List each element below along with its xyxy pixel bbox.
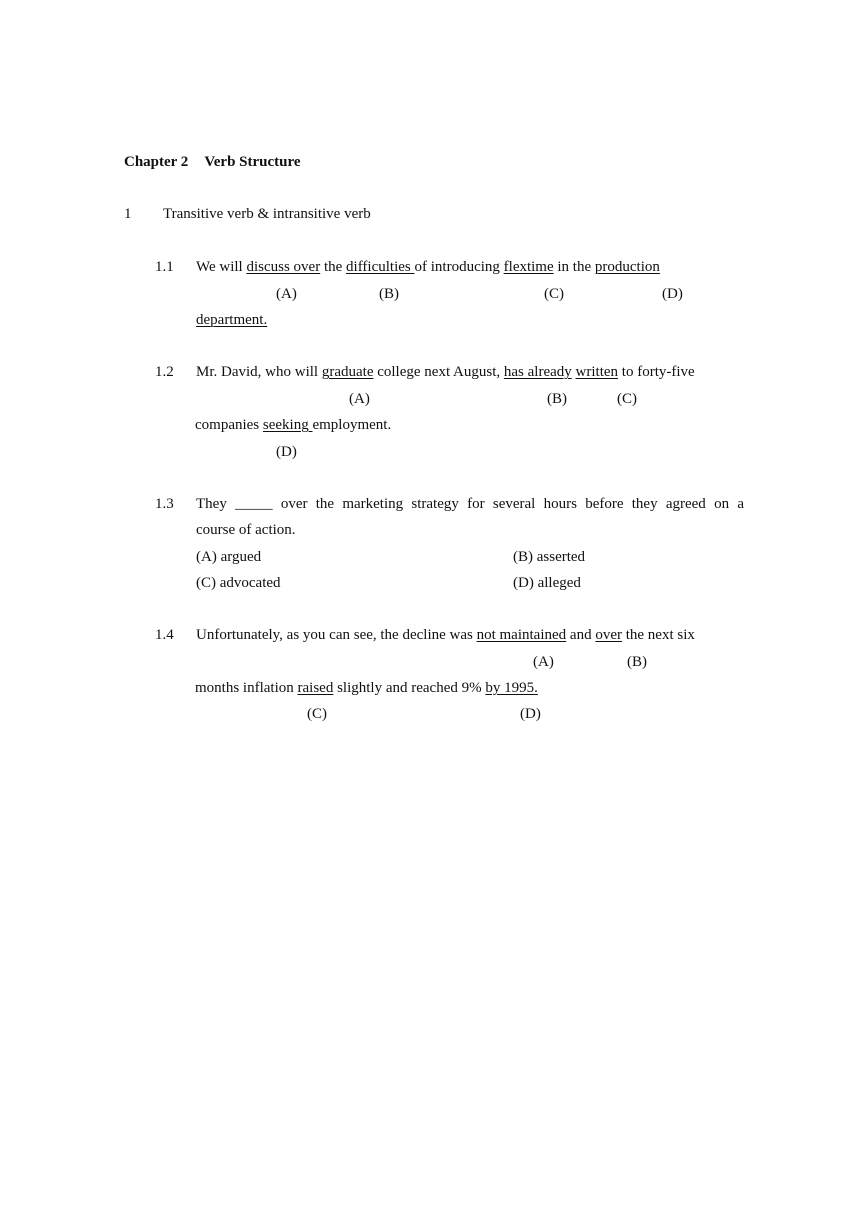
underlined-option: by 1995.	[485, 680, 538, 696]
word: for	[467, 496, 485, 512]
word: agreed	[665, 496, 706, 512]
question-number: 1.4	[155, 627, 174, 643]
question-number: 1.3	[155, 496, 174, 512]
text-segment: Unfortunately, as you can see, the decline was	[196, 627, 477, 643]
word: on	[714, 496, 730, 512]
text-segment: companies	[195, 417, 263, 433]
underlined-option: has already	[503, 364, 572, 380]
underlined-option: over	[595, 627, 622, 643]
underlined-option: seeking	[262, 417, 313, 433]
word: strategy	[411, 496, 459, 512]
underlined-option: difficulties	[346, 259, 415, 275]
word: before	[585, 496, 624, 512]
question-text-line	[196, 363, 695, 381]
text-segment: the next six	[621, 627, 695, 643]
chapter-label: Chapter 2	[124, 154, 189, 170]
option-label: (A)	[533, 654, 554, 670]
section-number: 1	[124, 206, 132, 222]
question-text-line	[196, 626, 695, 644]
section-title: Transitive verb & intransitive verb	[163, 206, 371, 222]
question-number: 1.2	[155, 364, 174, 380]
word: several	[492, 496, 536, 512]
underlined-option: written	[575, 364, 619, 380]
option-label: (A)	[276, 286, 297, 302]
option-choice: (A) argued	[196, 549, 262, 565]
text-segment: months inflation	[195, 680, 298, 696]
option-label: (B)	[627, 654, 647, 670]
text-segment: the	[320, 259, 347, 275]
option-label: (A)	[349, 391, 370, 407]
word: they	[631, 496, 658, 512]
underlined-option: department.	[196, 312, 268, 328]
answer-blank: _____	[235, 496, 273, 512]
option-label: (D)	[276, 444, 297, 460]
question-text-line	[196, 258, 660, 276]
underlined-option: discuss over	[246, 259, 321, 275]
text-segment: of introducing	[414, 259, 504, 275]
option-label: (B)	[547, 391, 567, 407]
word: They	[196, 496, 227, 512]
option-label: (D)	[662, 286, 683, 302]
underlined-option: raised	[297, 680, 334, 696]
option-label: (C)	[544, 286, 564, 302]
chapter-title: Verb Structure	[204, 154, 301, 170]
option-label: (B)	[379, 286, 399, 302]
text-segment: slightly and reached 9%	[333, 680, 486, 696]
text-segment: employment.	[312, 417, 392, 433]
question-text-line	[196, 495, 744, 513]
word: over	[280, 496, 308, 512]
underlined-option: graduate	[321, 364, 374, 380]
underlined-option: production	[594, 259, 660, 275]
question-number: 1.1	[155, 259, 174, 275]
option-label: (C)	[307, 706, 327, 722]
option-label: (C)	[617, 391, 637, 407]
text-segment: We will	[196, 259, 247, 275]
word: a	[737, 496, 744, 512]
underlined-option: flextime	[503, 259, 554, 275]
option-choice: (D) alleged	[513, 575, 581, 591]
option-label: (D)	[520, 706, 541, 722]
text-segment: Mr. David, who will	[196, 364, 322, 380]
underlined-option: not maintained	[476, 627, 567, 643]
text-segment: to forty-five	[618, 364, 695, 380]
question-text-line: course of action.	[196, 522, 296, 538]
text-segment: college next August,	[373, 364, 504, 380]
word: hours	[543, 496, 577, 512]
question-text-line	[195, 679, 538, 697]
text-segment: and	[566, 627, 596, 643]
text-segment: in the	[553, 259, 595, 275]
option-choice: (B) asserted	[513, 549, 586, 565]
chapter-heading	[124, 153, 301, 171]
option-choice: (C) advocated	[196, 575, 281, 591]
question-text-line	[195, 416, 391, 434]
word: the	[315, 496, 335, 512]
word: marketing	[342, 496, 404, 512]
question-text-line	[196, 311, 267, 329]
